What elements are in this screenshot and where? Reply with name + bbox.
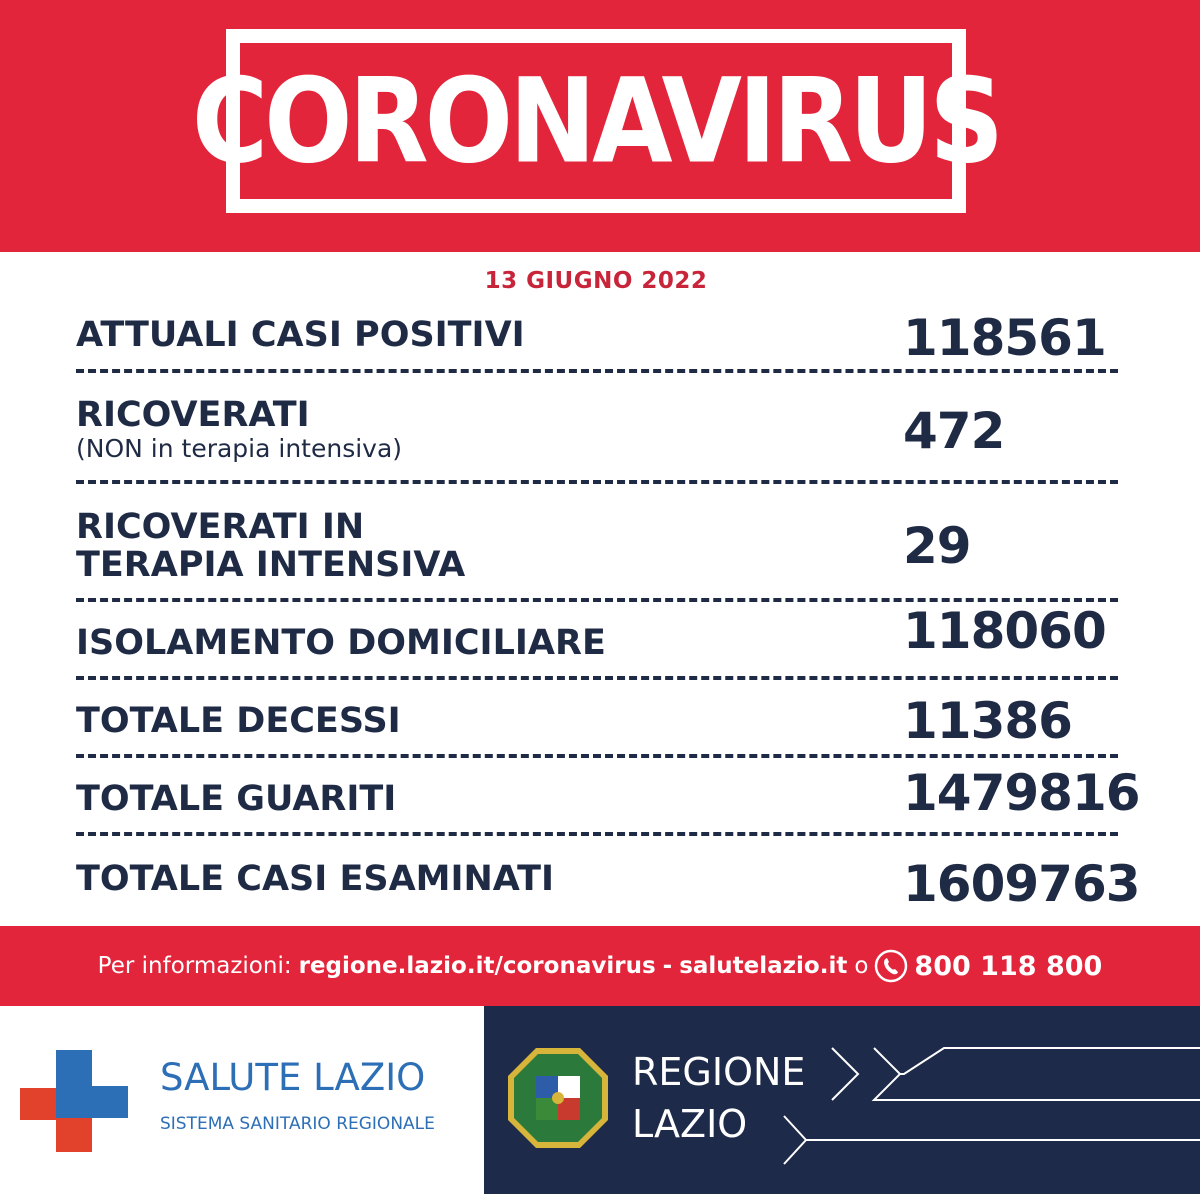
info-conj: o xyxy=(854,953,869,979)
stat-value-isolamento-domiciliare: 118060 xyxy=(903,602,1106,660)
stat-value-totale-casi-esaminati: 1609763 xyxy=(903,855,1140,913)
stat-value-totale-decessi: 11386 xyxy=(903,692,1072,750)
stat-label-ricoverati-sub: (NON in terapia intensiva) xyxy=(76,434,403,463)
stat-value-totale-guariti: 1479816 xyxy=(903,764,1140,822)
info-separator: - xyxy=(662,953,673,979)
stat-label-attuali-casi-positivi: ATTUALI CASI POSITIVI xyxy=(76,315,525,355)
stat-label-terapia-intensiva-line2: TERAPIA INTENSIVA xyxy=(76,545,466,585)
salute-lazio-subtitle: SISTEMA SANITARIO REGIONALE xyxy=(160,1114,435,1134)
link-salutelazio[interactable]: salutelazio.it xyxy=(679,953,848,979)
lazio-label: LAZIO xyxy=(632,1102,748,1146)
stat-label-isolamento-domiciliare: ISOLAMENTO DOMICILIARE xyxy=(76,623,606,663)
salute-lazio-logo-area xyxy=(0,1006,484,1194)
info-prefix: Per informazioni: xyxy=(97,953,292,979)
stat-value-ricoverati: 472 xyxy=(903,402,1005,460)
page-title: CORONAVIRUS xyxy=(191,52,1001,190)
phone-icon xyxy=(874,949,908,983)
info-bar xyxy=(0,926,1200,1006)
stat-label-ricoverati xyxy=(76,396,402,464)
salute-cross-icon xyxy=(20,1050,130,1154)
regione-lazio-logo-area xyxy=(484,1006,1200,1194)
stat-label-totale-casi-esaminati: TOTALE CASI ESAMINATI xyxy=(76,859,555,899)
regione-lazio-emblem-icon xyxy=(506,1046,610,1150)
stat-label-totale-guariti: TOTALE GUARITI xyxy=(76,779,397,819)
stat-value-attuali-casi-positivi: 118561 xyxy=(903,309,1106,367)
stat-label-terapia-intensiva xyxy=(76,508,465,584)
row-divider xyxy=(76,832,1118,836)
phone-number[interactable]: 800 118 800 xyxy=(914,950,1103,982)
stat-label-ricoverati-main: RICOVERATI xyxy=(76,395,310,435)
header-banner xyxy=(0,0,1200,252)
row-divider xyxy=(76,480,1118,484)
salute-lazio-title: SALUTE LAZIO xyxy=(160,1056,426,1099)
title-frame xyxy=(191,29,1001,213)
report-date: 13 GIUGNO 2022 xyxy=(484,268,708,294)
stat-value-terapia-intensiva: 29 xyxy=(903,517,971,575)
link-regione-coronavirus[interactable]: regione.lazio.it/coronavirus xyxy=(298,953,656,979)
row-divider xyxy=(76,676,1118,680)
stat-label-totale-decessi: TOTALE DECESSI xyxy=(76,701,401,741)
row-divider xyxy=(76,369,1118,373)
stat-label-terapia-intensiva-line1: RICOVERATI IN xyxy=(76,507,365,547)
row-divider xyxy=(76,754,1118,758)
regione-label: REGIONE xyxy=(632,1050,806,1094)
